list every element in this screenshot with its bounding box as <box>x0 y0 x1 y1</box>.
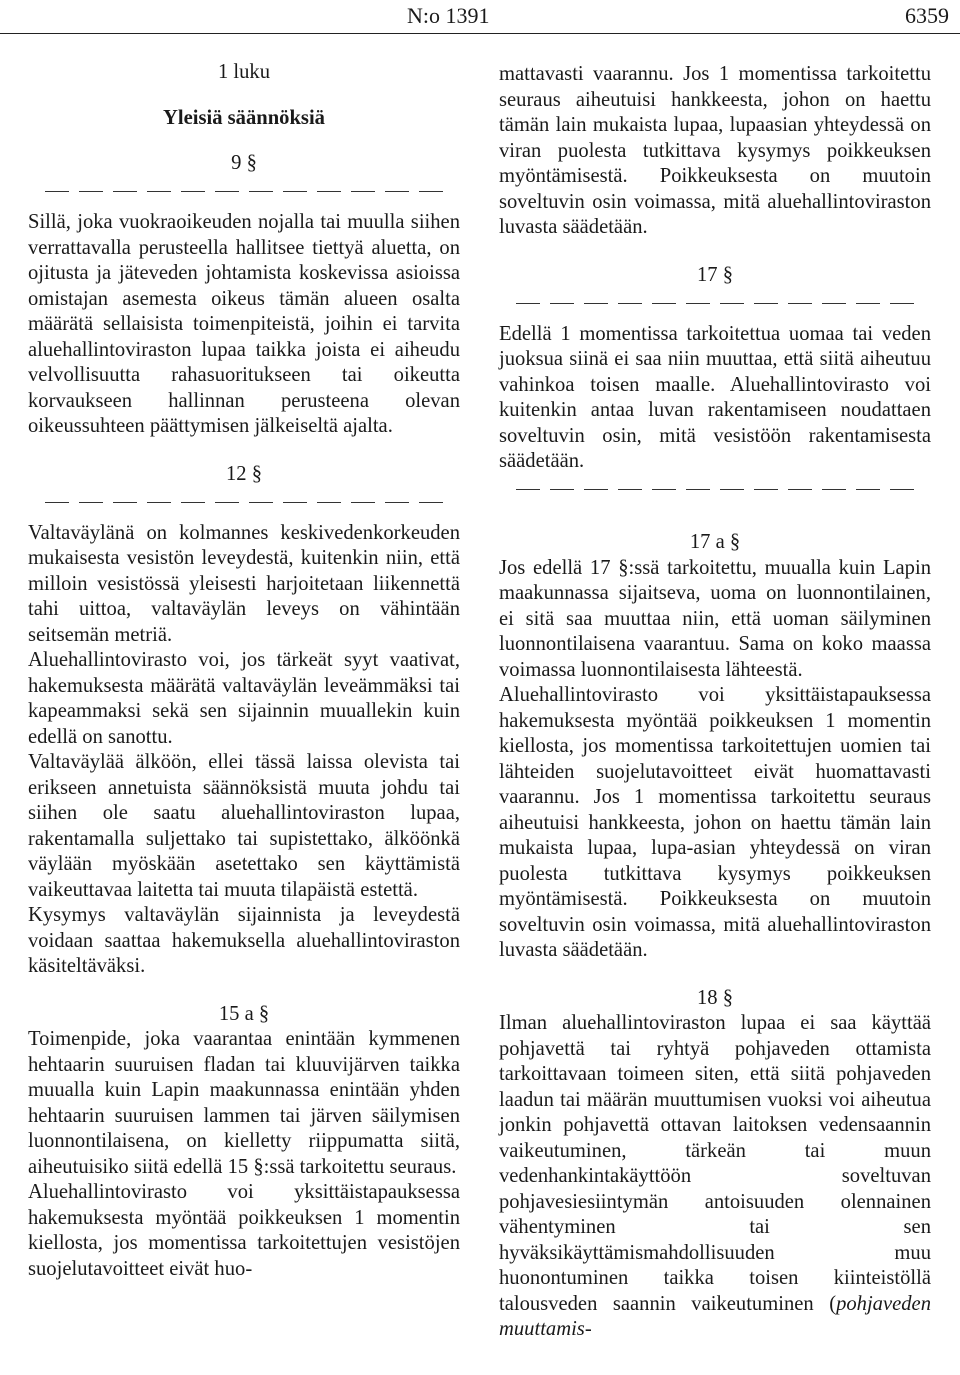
omission-dashes <box>28 489 460 515</box>
omission-dashes <box>499 477 931 503</box>
chapter-number: 1 luku <box>217 61 271 83</box>
section-12-heading: 12 § <box>225 462 263 485</box>
section-12-paragraph-3: Valtaväylää älköön, ellei tässä laissa olevista tai erikseen annetuista säännöksistä muuta johdu tai siihen ole saatu aluehallintoviraston lupaa, rakentamalla suljettako tai supistettako, älköönkä väylään myöskään asetettako sen käyttämistä vaikeuttavaa laitetta tai muuta tilapäistä estettä. <box>28 751 460 901</box>
section-18-italic-term: pohjaveden muuttamis- <box>499 1292 931 1340</box>
left-column <box>28 60 460 1282</box>
omission-dashes <box>28 179 460 205</box>
section-9-heading: 9 § <box>231 152 257 174</box>
section-17-heading: 17 § <box>696 263 734 286</box>
page-header <box>0 0 960 34</box>
section-18-heading: 18 § <box>696 986 734 1009</box>
section-12-paragraph-2: Aluehallintovirasto voi, jos tärkeät syyt vaativat, hakemuksesta määrätä valtaväylän leveämmäksi tai kapeammaksi sekä sen sijainnin muuallekin kuin edellä on sanottu. <box>28 649 460 748</box>
section-17a-heading: 17 a § <box>689 531 741 553</box>
section-17a-paragraph-1: Jos edellä 17 §:ssä tarkoitettu, muualla kuin Lapin maakunnassa sijaitseva, uoma on luonnontilainen, ei sitä saa muuttaa niin, että uoman säilyminen luonnontilaisena vaarantuu. Sama on koko maassa voimassa luonnontilaisesta lähteestä. <box>499 556 931 681</box>
section-15a-paragraph-1: Toimenpide, joka vaarantaa enintään kymmenen hehtaarin suuruisen fladan tai kluuvijärven taikka muualla kuin Lapin maakunnassa enintään yhden hehtaarin suuruisen lammen tai järven säilymisen luonnontilaisena, on kielletty riippumatta siitä, aiheutuisiko siitä edellä 15 §:ssä tarkoitettu seuraus. <box>28 1028 460 1178</box>
section-12-paragraph-1: Valtaväylänä on kolmannes keskivedenkorkeuden mukaisesta vesistön leveydestä, kuitenkin niin, että milloin vesistössä yleisesti harjoitetaan liikennettä tahi uittoa, valtaväylän leveys on vähintään seitsemän metriä. <box>28 521 460 646</box>
chapter-title: Yleisiä säännöksiä <box>163 106 325 129</box>
section-9-paragraph: Sillä, joka vuokraoikeuden nojalla tai muulla siihen verrattavalla perusteella hallitsee tiettyä aluetta, on ojitusta ja jäteveden johtamista koskevissa asioissa omistajan asemesta oikeus tämän alueen osalta määrätä sellaisista toimenpiteistä, joihin ei tarvita aluehallintoviraston lupaa taikka joista ei aiheudu velvollisuutta rahasuoritukseen tai oikeutta korvaukseen hallinnan perusteena olevan oikeussuhteen päättymisen jälkeiseltä ajalta. <box>28 211 460 437</box>
page-number: 6359 <box>905 3 949 28</box>
statute-number: N:o 1391 <box>407 3 490 28</box>
continued-paragraph: mattavasti vaarannu. Jos 1 momentissa tarkoitettu seuraus aiheutuisi hankkeesta, johon on haettu tämän lain mukaista lupaa, lupaasian yhteydessä on viran puolesta tutkittava kysymys poikkeuksen myöntämisestä. Poikkeuksesta on muutoin soveltuvin osin voimassa, mitä aluehallintoviraston luvasta säädetään. <box>499 63 931 238</box>
omission-dashes <box>499 290 931 316</box>
right-column <box>499 62 931 1343</box>
section-15a-paragraph-2: Aluehallintovirasto voi yksittäistapauksessa hakemuksesta myöntää poikkeuksen 1 momentin kiellosta, jos momentissa tarkoitettujen vesistöjen suojelutavoitteet eivät huo- <box>28 1181 460 1280</box>
section-18-text: Ilman aluehallintoviraston lupaa ei saa käyttää pohjavettä tai ryhtyä pohjaveden ottamista tarkoittavaan toimeen siten, että siitä pohjaveden laadun tai määrän muuttumisen vuoksi voi aiheutua jonkin pohjavettä ottavan laitoksen vedensaannin vaikeutuminen, tärkeän tai muun vedenhankintakäyttöön soveltuvan pohjavesiesiintymän antoisuuden olennainen vähentyminen tai sen hyväksikäyttämismahdollisuuden muu huonontuminen taikka toisen kiinteistöllä talousveden saannin vaikeutuminen ( <box>499 1012 931 1315</box>
section-15a-heading: 15 a § <box>218 1002 270 1025</box>
section-17-paragraph: Edellä 1 momentissa tarkoitettua uomaa tai veden juoksua siinä ei saa niin muuttaa, että siitä aiheutuu vahinkoa toisen maalle. Aluehallintovirasto voi kuitenkin antaa luvan rakentamiseen noudattaen soveltuvin osin, mitä vesistöön rakentamisesta säädetään. <box>499 322 931 472</box>
section-12-paragraph-4: Kysymys valtaväylän sijainnista ja leveydestä voidaan saattaa hakemuksella aluehallintoviraston käsiteltäväksi. <box>28 904 460 977</box>
section-18-paragraph <box>499 1011 931 1343</box>
section-17a-paragraph-2: Aluehallintovirasto voi yksittäistapauksessa hakemuksesta myöntää poikkeuksen 1 momentin kiellosta, jos momentissa tarkoitettujen uomien tai lähteiden suojelutavoitteet eivät huomattavasti vaarannu. Jos 1 momentissa tarkoitettu seuraus aiheutuisi hankkeesta, johon on haettu tämän lain mukaista lupaa, lupa-asian yhteydessä on viran puolesta tutkittava kysymys poikkeuksen myöntämisestä. Poikkeuksesta on muutoin soveltuvin osin voimassa, mitä aluehallintoviraston luvasta säädetään. <box>499 684 931 961</box>
